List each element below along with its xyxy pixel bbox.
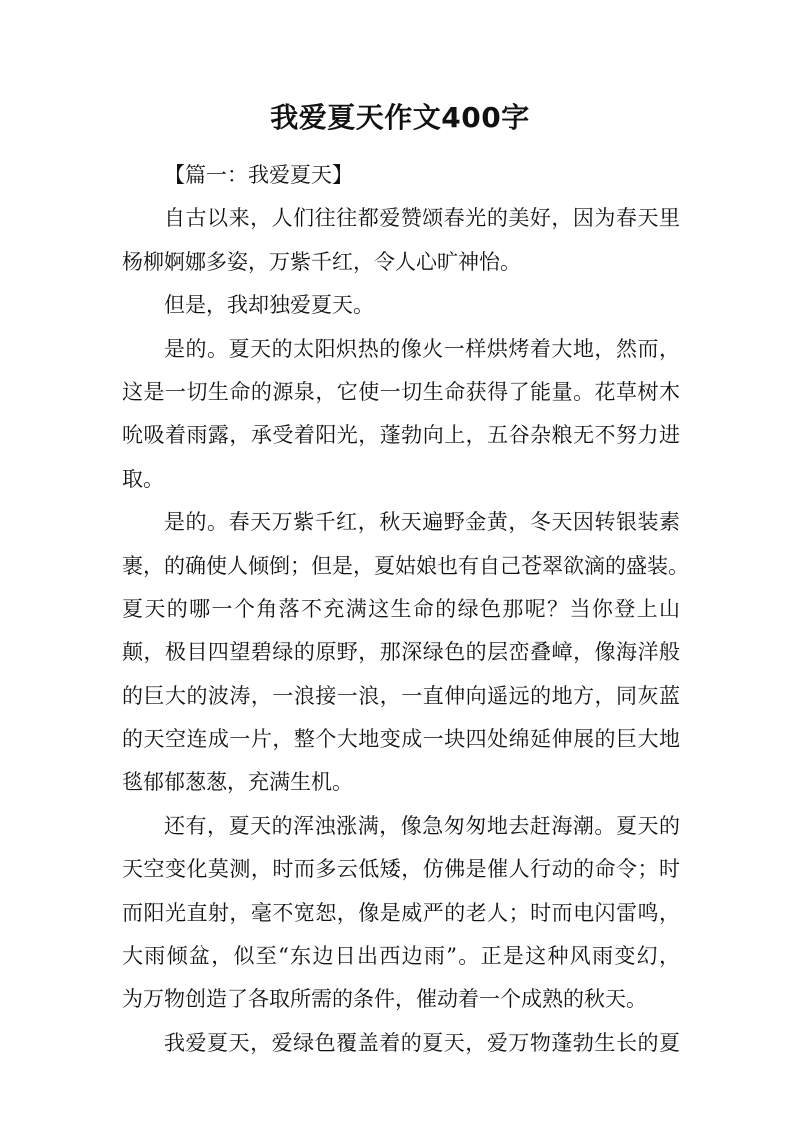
document-title: 我爱夏天作文400字 xyxy=(270,101,530,134)
text-line: 裹，的确使人倾倒；但是，夏姑娘也有自己苍翠欲滴的盛装。 xyxy=(122,553,689,578)
text-line: 为万物创造了各取所需的条件，催动着一个成熟的秋天。 xyxy=(122,987,647,1012)
text-line: 取。 xyxy=(122,466,164,491)
text-line: 我爱夏天，爱绿色覆盖着的夏天，爱万物蓬勃生长的夏 xyxy=(164,1030,680,1055)
text-line: 夏天的哪一个角落不充满这生命的绿色那呢？当你登上山 xyxy=(122,596,680,621)
text-line: 但是，我却独爱夏天。 xyxy=(164,293,374,318)
text-line: 颠，极目四望碧绿的原野，那深绿色的层峦叠嶂，像海洋般 xyxy=(122,640,680,665)
text-line: 是的。夏天的太阳炽热的像火一样烘烤着大地，然而， xyxy=(164,336,680,361)
text-line: 是的。春天万紫千红，秋天遍野金黄，冬天因转银装素 xyxy=(164,510,680,535)
text-line: 的巨大的波涛，一浪接一浪，一直伸向遥远的地方，同灰蓝 xyxy=(122,683,680,708)
text-line: 毯郁郁葱葱，充满生机。 xyxy=(122,770,353,795)
text-line: 自古以来，人们往往都爱赞颂春光的美好，因为春天里 xyxy=(164,206,680,231)
document-body xyxy=(122,154,689,1065)
text-line: 【篇一：我爱夏天】 xyxy=(164,163,353,187)
text-line: 杨柳婀娜多姿，万紫千红，令人心旷神怡。 xyxy=(122,249,521,274)
text-line: 大雨倾盆，似至“东边日出西边雨”。正是这种风雨变幻， xyxy=(122,944,680,969)
text-line: 而阳光直射，毫不宽恕，像是威严的老人；时而电闪雷鸣， xyxy=(122,900,680,925)
text-line: 的天空连成一片，整个大地变成一块四处绵延伸展的巨大地 xyxy=(122,727,680,752)
text-line: 还有，夏天的浑浊涨满，像急匆匆地去赶海潮。夏天的 xyxy=(164,813,680,838)
text-line: 吮吸着雨露，承受着阳光，蓬勃向上，五谷杂粮无不努力进 xyxy=(122,423,680,448)
text-line: 天空变化莫测，时而多云低矮，仿佛是催人行动的命令；时 xyxy=(122,857,680,882)
text-line: 这是一切生命的源泉，它使一切生命获得了能量。花草树木 xyxy=(122,379,680,404)
